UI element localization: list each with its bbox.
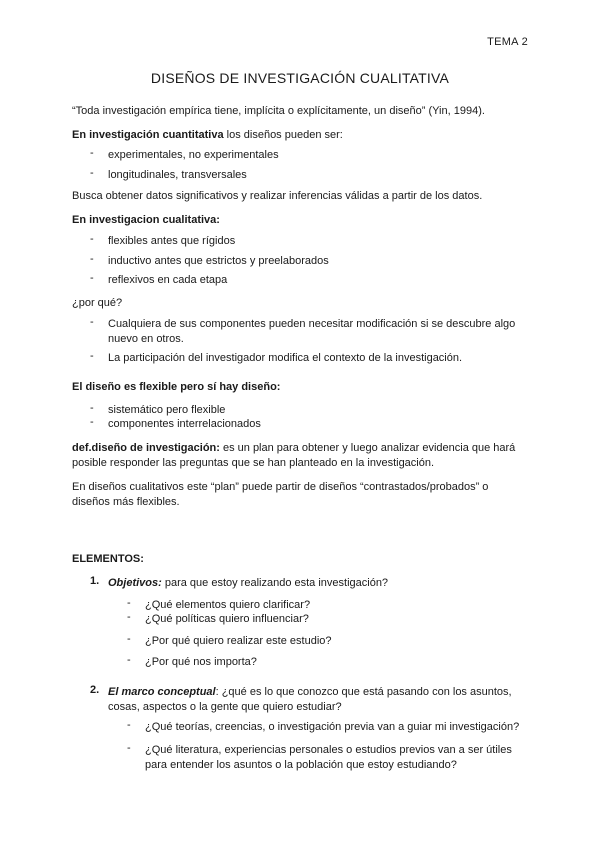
list-dash: - (127, 719, 131, 731)
marco-line2: cosas, aspectos o la gente que quiero estudiar? (108, 701, 342, 713)
marco-line1 (108, 684, 512, 700)
list-item: ¿Qué elementos quiero clarificar? (145, 599, 311, 611)
list-item: ¿Qué teorías, creencias, o investigación previa van a guiar mi investigación? (145, 721, 520, 733)
list-item: sistemático pero flexible (108, 404, 226, 416)
list-dash: - (90, 350, 94, 362)
list-dash: - (90, 253, 94, 265)
yin-quote: “Toda investigación empírica tiene, implícita o explícitamente, un diseño” (Yin, 1994). (72, 105, 485, 117)
definicion-line1 (72, 440, 532, 456)
list-item: Cualquiera de sus componentes pueden necesitar modificación si se descubre algo (108, 318, 516, 330)
list-dash: - (90, 167, 94, 179)
list-dash: - (127, 611, 131, 623)
flexible-heading: El diseño es flexible pero sí hay diseño: (72, 381, 281, 393)
list-item: reflexivos en cada etapa (108, 274, 228, 286)
list-item-continuation: para entender los asuntos o la población que estoy estudiando? (145, 759, 457, 771)
elementos-heading: ELEMENTOS: (72, 553, 144, 565)
list-item: La participación del investigador modifica el contexto de la investigación. (108, 352, 463, 364)
marco-label: El marco conceptual (108, 686, 216, 698)
busca-paragraph: Busca obtener datos significativos y realizar inferencias válidas a partir de los datos. (72, 190, 483, 202)
cuantitativa-rest: los diseños pueden ser: (223, 129, 343, 141)
objetivos-label: Objetivos: (108, 577, 162, 589)
list-dash: - (127, 654, 131, 666)
definicion-line2: posible responder las preguntas que se han planteado en la investigación. (72, 457, 435, 469)
list-dash: - (90, 416, 94, 428)
plan-line2: diseños más flexibles. (72, 496, 180, 508)
objetivos-number: 1. (90, 575, 100, 587)
list-item: ¿Qué literatura, experiencias personales o estudios previos van a ser útiles (145, 744, 512, 756)
definicion-rest: es un plan para obtener y luego analizar evidencia que hará (219, 442, 516, 454)
list-item: experimentales, no experimentales (108, 149, 279, 161)
marco-number: 2. (90, 684, 100, 696)
objetivos-text: para que estoy realizando esta investigación? (161, 577, 389, 589)
list-dash: - (90, 272, 94, 284)
list-item: ¿Qué políticas quiero influenciar? (145, 613, 309, 625)
plan-line1: En diseños cualitativos este “plan” puede partir de diseños “contrastados/probados” o (72, 481, 489, 493)
list-dash: - (90, 402, 94, 414)
objetivos-line (108, 575, 388, 591)
list-dash: - (127, 742, 131, 754)
list-item: componentes interrelacionados (108, 418, 261, 430)
list-dash: - (90, 147, 94, 159)
list-item: longitudinales, transversales (108, 169, 247, 181)
tema-label: TEMA 2 (487, 36, 528, 48)
list-item: ¿Por qué nos importa? (145, 656, 257, 668)
list-dash: - (127, 597, 131, 609)
cuantitativa-intro (72, 127, 532, 143)
cualitativa-heading: En investigacion cualitativa: (72, 214, 220, 226)
list-item: flexibles antes que rígidos (108, 235, 236, 247)
porque-question: ¿por qué? (72, 297, 123, 309)
list-dash: - (90, 316, 94, 328)
list-item: ¿Por qué quiero realizar este estudio? (145, 635, 332, 647)
definicion-bold: def.diseño de investigación: (72, 442, 220, 454)
list-item: inductivo antes que estrictos y preelaborados (108, 255, 329, 267)
marco-line1-rest: : ¿qué es lo que conozco que está pasando con los asuntos, (215, 686, 512, 698)
cuantitativa-bold: En investigación cuantitativa (72, 129, 224, 141)
list-dash: - (90, 233, 94, 245)
list-dash: - (127, 633, 131, 645)
page-title: DISEÑOS DE INVESTIGACIÓN CUALITATIVA (150, 70, 450, 86)
list-item-continuation: nuevo en otros. (108, 333, 184, 345)
